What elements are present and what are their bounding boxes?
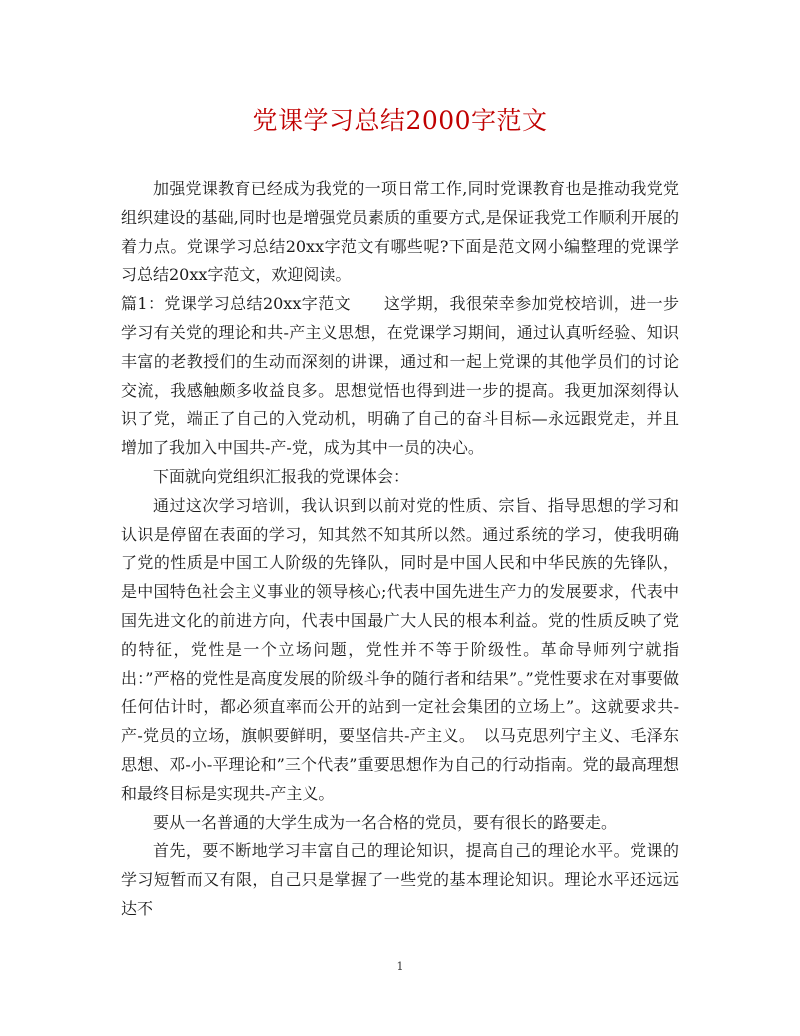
body-paragraph-3: 通过这次学习培训，我认识到以前对党的性质、宗旨、指导思想的学习和认识是停留在表面的学习，知其然不知其所以然。通过系统的学习，使我明确了党的性质是中国工人阶级的先锋队，同时是中国人民和中华民族的先锋队，是中国特色社会主义事业的领导核心;代表中国先进生产力的发展要求，代表中国先进文化的前进方向，代表中国最广大人民的根本利益。党的性质反映了党的特征，党性是一个立场问题，党性并不等于阶级性。革命导师列宁就指出：”严格的党性是高度发展的阶级斗争的随行者和结果”。”党性要求在对事要做任何估计时，都必须直率而公开的站到一定社会集团的立场上”。这就要求共-产-党员的立场，旗帜要鲜明，要坚信共-产主义。 以马克思列宁主义、毛泽东思想、邓-小-平理论和”三个代表”重要思想作为自己的行动指南。党的最高理想和最终目标是实现共-产主义。 bbox=[121, 495, 679, 803]
intro-paragraph: 加强党课教育已经成为我党的一项日常工作,同时党课教育也是推动我党党组织建设的基础,同时也是增强党员素质的重要方式,是保证我党工作顺利开展的着力点。党课学习总结20xx字范文有哪些呢?下面是范文网小编整理的党课学习总结20xx字范文，欢迎阅读。 bbox=[121, 179, 679, 285]
document-title: 党课学习总结2000字范文 bbox=[252, 106, 548, 135]
report-heading-paragraph: 下面就向党组织汇报我的党课体会： bbox=[153, 466, 410, 486]
section-paragraph-1: 篇1：党课学习总结20xx字范文 这学期，我很荣幸参加党校培训，进一步学习有关党的理论和共-产主义思想，在党课学习期间，通过认真听经验、知识丰富的老教授们的生动而深刻的讲课，通过和一起上党课的其他学员们的讨论交流，我感触颇多收益良多。思想觉悟也得到进一步的提高。我更加深刻得认识了党，端正了自己的入党动机，明确了自己的奋斗目标—永远跟党走，并且增加了我加入中国共-产-党，成为其中一员的决心。 bbox=[121, 294, 679, 458]
body-paragraph-5: 首先，要不断地学习丰富自己的理论知识，提高自己的理论水平。党课的学习短暂而又有限，自己只是掌握了一些党的基本理论知识。理论水平还远远达不 bbox=[121, 841, 679, 918]
page-number: 1 bbox=[396, 960, 404, 973]
body-paragraph-4: 要从一名普通的大学生成为一名合格的党员，要有很长的路要走。 bbox=[153, 812, 618, 832]
document-body bbox=[121, 175, 679, 924]
